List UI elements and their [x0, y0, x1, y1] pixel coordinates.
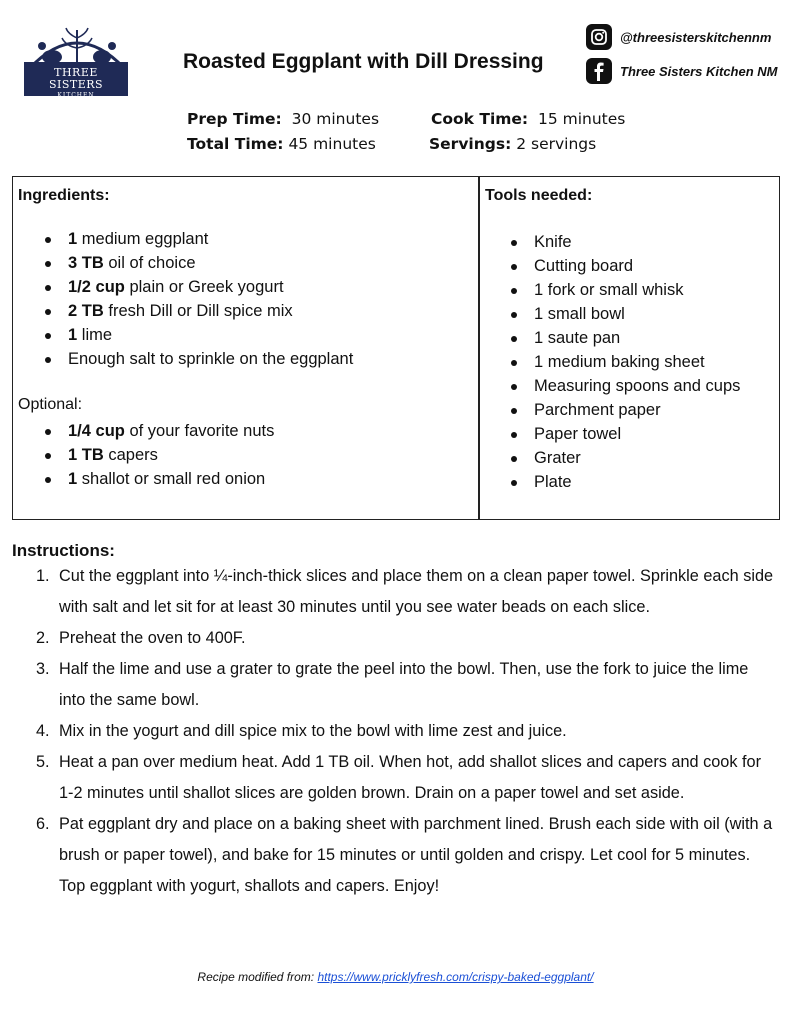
- facebook-link[interactable]: [586, 58, 778, 84]
- logo-name: THREE SISTERS: [48, 66, 104, 91]
- table-divider: [478, 177, 480, 519]
- cook-time: [431, 110, 625, 128]
- tools-list: [509, 230, 740, 494]
- instagram-icon: [586, 24, 612, 50]
- tools-heading: Tools needed:: [485, 187, 593, 204]
- optional-ingredients-list: [43, 419, 274, 491]
- tool-item: Plate: [509, 470, 740, 494]
- optional-ingredient-item: 1/4 cup of your favorite nuts: [43, 419, 274, 443]
- tool-item: 1 medium baking sheet: [509, 350, 740, 374]
- tool-item: Paper towel: [509, 422, 740, 446]
- logo-banner: [24, 62, 128, 99]
- servings: [429, 135, 596, 153]
- logo-subtitle: KITCHEN: [57, 92, 95, 99]
- ingredients-tools-table: [12, 176, 780, 520]
- servings-label: Servings:: [429, 135, 512, 153]
- tool-item: 1 saute pan: [509, 326, 740, 350]
- ingredient-item: 3 TB oil of choice: [43, 251, 353, 275]
- instagram-link[interactable]: [586, 24, 771, 50]
- source-prefix: Recipe modified from:: [197, 970, 318, 984]
- ingredients-list: [43, 227, 353, 371]
- tool-item: Knife: [509, 230, 740, 254]
- ingredient-item: 2 TB fresh Dill or Dill spice mix: [43, 299, 353, 323]
- tool-item: Grater: [509, 446, 740, 470]
- instruction-step: 1. Cut the eggplant into ¼-inch-thick slices and place them on a clean paper towel. Sprinkle each side with salt and let sit for at least 30 minutes until you see water beads on each slice.: [36, 567, 774, 616]
- tool-item: Measuring spoons and cups: [509, 374, 740, 398]
- ingredient-item: Enough salt to sprinkle on the eggplant: [43, 347, 353, 371]
- servings-value: 2 servings: [516, 135, 597, 153]
- tool-item: 1 fork or small whisk: [509, 278, 740, 302]
- recipe-source: [0, 970, 791, 984]
- facebook-name: Three Sisters Kitchen NM: [620, 63, 778, 79]
- total-time-value: 45 minutes: [288, 135, 376, 153]
- total-time: [187, 135, 376, 153]
- optional-label: Optional:: [18, 396, 83, 413]
- instructions-list: [36, 561, 778, 902]
- three-sisters-logo: [22, 24, 132, 100]
- ingredient-item: 1 lime: [43, 323, 353, 347]
- ingredients-heading: Ingredients:: [18, 187, 110, 204]
- instruction-step: 3. Half the lime and use a grater to grate the peel into the bowl. Then, use the fork to juice the lime into the same bowl.: [36, 660, 749, 709]
- ingredient-item: 1 medium eggplant: [43, 227, 353, 251]
- optional-ingredient-item: 1 TB capers: [43, 443, 274, 467]
- instruction-step: 2. Preheat the oven to 400F.: [36, 629, 246, 647]
- prep-time: [187, 110, 379, 128]
- instruction-step: 4. Mix in the yogurt and dill spice mix to the bowl with lime zest and juice.: [36, 722, 567, 740]
- optional-ingredient-item: 1 shallot or small red onion: [43, 467, 274, 491]
- ingredient-item: 1/2 cup plain or Greek yogurt: [43, 275, 353, 299]
- facebook-icon: [586, 58, 612, 84]
- source-link[interactable]: https://www.pricklyfresh.com/crispy-baked-eggplant/: [317, 970, 594, 984]
- tool-item: Cutting board: [509, 254, 740, 278]
- cook-time-value: 15 minutes: [537, 110, 626, 128]
- instruction-step: 6. Pat eggplant dry and place on a baking sheet with parchment lined. Brush each side with oil (with a brush or paper towel), and bake for 15 minutes or until golden and crispy. Let cool for 5 minutes. Top eggplant with yogurt, shallots and capers. Enjoy!: [36, 815, 773, 895]
- cook-time-label: Cook Time:: [431, 110, 529, 128]
- total-time-label: Total Time:: [187, 135, 284, 153]
- tool-item: 1 small bowl: [509, 302, 740, 326]
- instructions-heading: Instructions:: [12, 541, 115, 560]
- prep-time-label: Prep Time:: [187, 110, 282, 128]
- instruction-step: 5. Heat a pan over medium heat. Add 1 TB oil. When hot, add shallot slices and capers and cook for 1-2 minutes until shallot slices are golden brown. Drain on a paper towel and set aside.: [36, 753, 762, 802]
- tool-item: Parchment paper: [509, 398, 740, 422]
- recipe-title: Roasted Eggplant with Dill Dressing: [183, 50, 544, 73]
- prep-time-value: 30 minutes: [291, 110, 380, 128]
- instagram-handle: @threesisterskitchennm: [620, 29, 772, 45]
